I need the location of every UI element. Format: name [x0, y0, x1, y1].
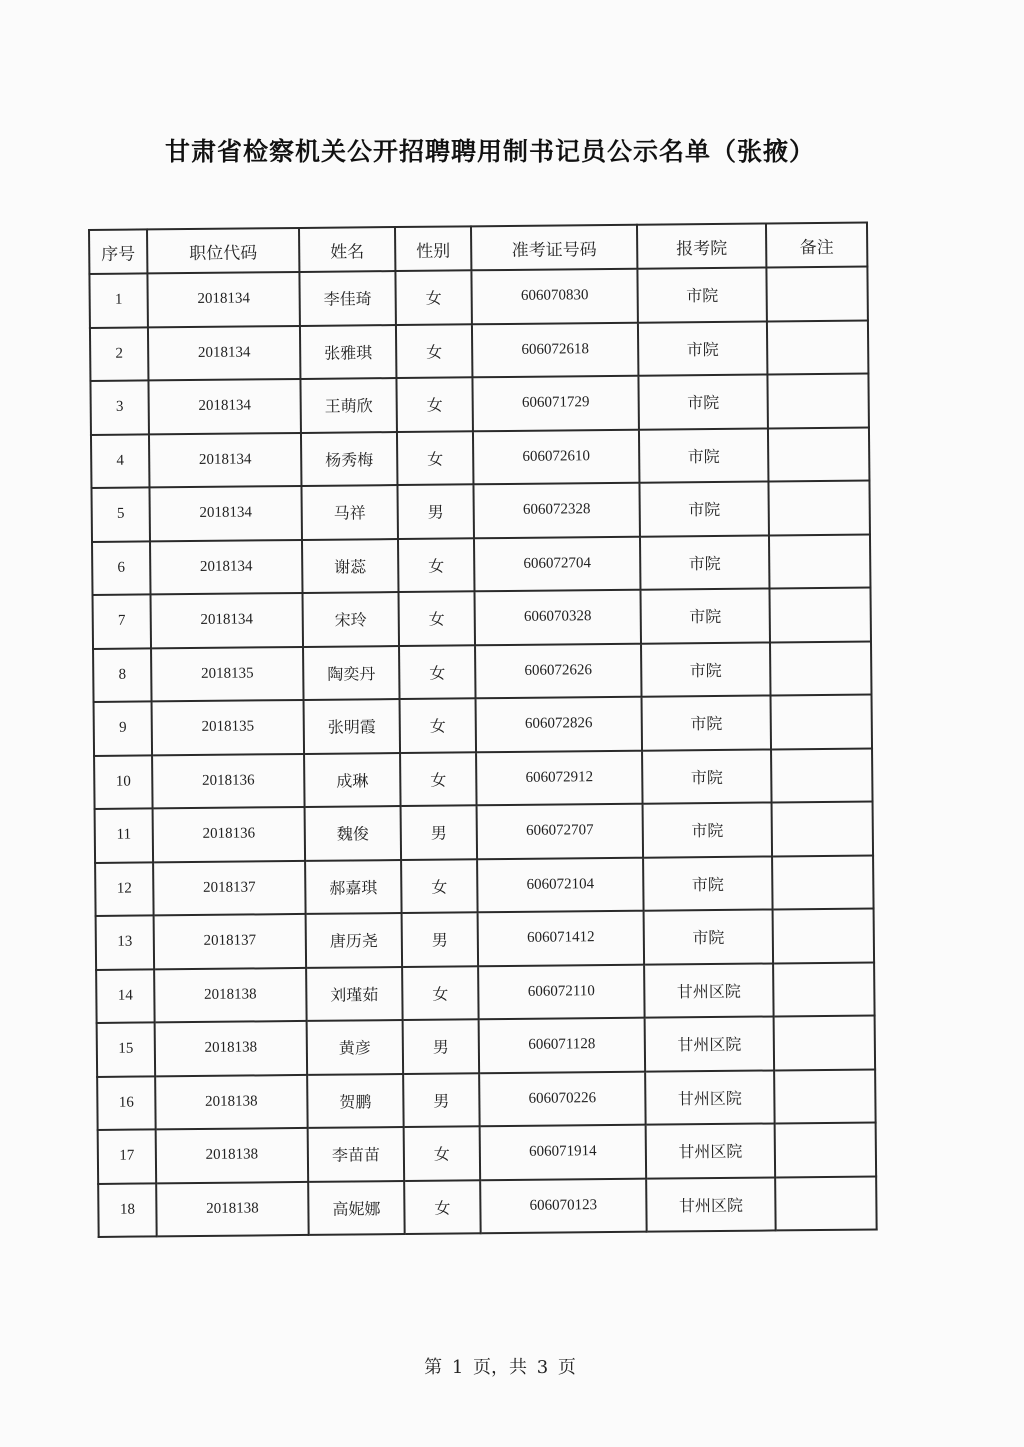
- header-serial: 序号: [89, 229, 147, 274]
- cell-court: 市院: [640, 588, 770, 643]
- header-exam-id: 准考证号码: [471, 225, 637, 271]
- cell-exam-id: 606071128: [479, 1018, 646, 1073]
- cell-gender: 女: [404, 1180, 481, 1234]
- cell-gender: 女: [402, 966, 479, 1020]
- cell-gender: 女: [397, 431, 474, 485]
- table-body: [89, 267, 876, 1237]
- table-row: [93, 588, 871, 649]
- cell-position-code: 2018138: [155, 1021, 308, 1076]
- cell-name: 魏俊: [305, 806, 402, 860]
- cell-position-code: 2018136: [152, 753, 305, 808]
- cell-court: 甘州区院: [645, 1016, 775, 1071]
- cell-name: 李佳琦: [299, 271, 396, 325]
- cell-gender: 女: [396, 324, 473, 378]
- cell-court: 市院: [640, 535, 770, 590]
- cell-note: [775, 1176, 877, 1230]
- cell-serial: 6: [92, 541, 151, 595]
- cell-exam-id: 606072626: [475, 643, 642, 698]
- cell-note: [770, 641, 872, 695]
- cell-note: [768, 481, 870, 535]
- cell-name: 陶奕丹: [303, 646, 400, 700]
- cell-exam-id: 606071914: [480, 1125, 647, 1180]
- cell-exam-id: 606070328: [474, 590, 641, 645]
- page-footer: [0, 1353, 1000, 1379]
- table-row: [94, 748, 872, 809]
- footer-mid: 页，共: [473, 1357, 527, 1378]
- cell-note: [774, 1069, 876, 1123]
- cell-name: 李苗苗: [308, 1127, 405, 1181]
- table-row: [95, 801, 873, 862]
- cell-serial: 8: [93, 648, 152, 702]
- cell-position-code: 2018138: [155, 1074, 308, 1129]
- cell-gender: 女: [400, 752, 477, 806]
- table-row: [94, 695, 872, 756]
- cell-serial: 15: [97, 1022, 156, 1076]
- cell-court: 甘州区院: [646, 1123, 776, 1178]
- cell-exam-id: 606072826: [476, 697, 643, 752]
- cell-serial: 1: [89, 273, 148, 327]
- cell-position-code: 2018137: [154, 914, 307, 969]
- cell-note: [772, 801, 874, 855]
- header-court: 报考院: [637, 223, 766, 268]
- cell-court: 市院: [641, 642, 771, 697]
- cell-exam-id: 606072328: [473, 483, 640, 538]
- cell-gender: 男: [397, 484, 474, 538]
- cell-position-code: 2018137: [153, 860, 306, 915]
- cell-note: [766, 267, 868, 321]
- table-row: [90, 320, 868, 381]
- cell-position-code: 2018134: [147, 272, 300, 327]
- cell-name: 刘瑾茹: [306, 967, 403, 1021]
- cell-name: 宋玲: [303, 592, 400, 646]
- cell-court: 市院: [637, 267, 767, 322]
- table-row: [97, 1069, 875, 1130]
- table-row: [96, 962, 874, 1023]
- cell-note: [773, 908, 875, 962]
- cell-serial: 5: [91, 487, 150, 541]
- cell-note: [768, 427, 870, 481]
- page-title: 甘肃省检察机关公开招聘聘用制书记员公示名单（张掖）: [164, 137, 815, 166]
- cell-gender: 女: [401, 859, 478, 913]
- cell-note: [769, 534, 871, 588]
- table-row: [92, 534, 870, 595]
- cell-serial: 10: [94, 755, 153, 809]
- cell-gender: 女: [399, 645, 476, 699]
- cell-position-code: 2018134: [148, 325, 301, 380]
- cell-exam-id: 606070123: [480, 1178, 647, 1233]
- cell-note: [769, 588, 871, 642]
- cell-gender: 女: [396, 377, 473, 431]
- cell-court: 市院: [639, 428, 769, 483]
- cell-note: [767, 320, 869, 374]
- cell-serial: 18: [98, 1183, 157, 1237]
- cell-name: 张雅琪: [300, 325, 397, 379]
- cell-exam-id: 606071729: [472, 376, 639, 431]
- table-row: [89, 267, 867, 328]
- cell-name: 贺鹏: [307, 1074, 404, 1128]
- cell-exam-id: 606072618: [472, 322, 639, 377]
- cell-exam-id: 606072707: [477, 804, 644, 859]
- cell-exam-id: 606071412: [478, 911, 645, 966]
- cell-position-code: 2018138: [156, 1128, 309, 1183]
- footer-total-pages: 3: [536, 1357, 549, 1378]
- cell-position-code: 2018134: [149, 432, 302, 487]
- cell-court: 市院: [644, 909, 774, 964]
- table-row: [93, 641, 871, 702]
- cell-position-code: 2018134: [149, 486, 302, 541]
- cell-name: 谢蕊: [302, 539, 399, 593]
- cell-serial: 11: [95, 808, 154, 862]
- cell-name: 王萌欣: [300, 378, 397, 432]
- cell-court: 市院: [643, 856, 773, 911]
- cell-court: 市院: [643, 802, 773, 857]
- cell-position-code: 2018138: [156, 1181, 309, 1236]
- cell-gender: 男: [401, 805, 478, 859]
- cell-court: 市院: [638, 321, 768, 376]
- cell-name: 郝嘉琪: [305, 860, 402, 914]
- cell-name: 张明霞: [304, 699, 401, 753]
- cell-note: [773, 962, 875, 1016]
- cell-note: [775, 1122, 877, 1176]
- cell-gender: 女: [398, 591, 475, 645]
- cell-position-code: 2018135: [151, 646, 304, 701]
- cell-note: [771, 748, 873, 802]
- cell-exam-id: 606070226: [479, 1071, 646, 1126]
- cell-serial: 3: [90, 380, 149, 434]
- roster-table: [88, 222, 878, 1238]
- cell-serial: 14: [96, 969, 155, 1023]
- cell-court: 市院: [642, 695, 772, 750]
- cell-position-code: 2018134: [148, 379, 301, 434]
- cell-position-code: 2018135: [152, 700, 305, 755]
- cell-gender: 男: [402, 912, 479, 966]
- footer-suffix: 页: [557, 1357, 576, 1378]
- cell-note: [771, 695, 873, 749]
- table-row: [97, 1015, 875, 1076]
- cell-court: 市院: [642, 749, 772, 804]
- cell-gender: 女: [400, 698, 477, 752]
- header-name: 姓名: [299, 227, 395, 272]
- cell-serial: 2: [90, 327, 149, 381]
- cell-note: [772, 855, 874, 909]
- cell-gender: 男: [403, 1019, 480, 1073]
- cell-position-code: 2018134: [151, 593, 304, 648]
- table-header-row: [89, 223, 867, 274]
- cell-serial: 16: [97, 1076, 156, 1130]
- table-row: [96, 908, 874, 969]
- cell-gender: 女: [395, 270, 472, 324]
- header-gender: 性别: [395, 226, 471, 271]
- table-row: [91, 481, 869, 542]
- cell-court: 市院: [638, 374, 768, 429]
- footer-current-page: 1: [451, 1357, 464, 1378]
- cell-serial: 13: [96, 915, 155, 969]
- cell-serial: 4: [91, 434, 150, 488]
- cell-exam-id: 606072704: [474, 536, 641, 591]
- cell-note: [774, 1015, 876, 1069]
- footer-prefix: 第: [424, 1357, 443, 1378]
- cell-position-code: 2018136: [153, 807, 306, 862]
- cell-position-code: 2018138: [154, 967, 307, 1022]
- cell-name: 黄彦: [307, 1020, 404, 1074]
- header-note: 备注: [766, 223, 867, 268]
- cell-gender: 女: [398, 538, 475, 592]
- table-row: [95, 855, 873, 916]
- cell-court: 甘州区院: [646, 1177, 776, 1232]
- table-row: [91, 427, 869, 488]
- header-position-code: 职位代码: [147, 228, 299, 273]
- cell-exam-id: 606072610: [473, 429, 640, 484]
- cell-serial: 9: [94, 701, 153, 755]
- cell-note: [767, 374, 869, 428]
- cell-exam-id: 606072110: [478, 964, 645, 1019]
- cell-court: 甘州区院: [644, 963, 774, 1018]
- cell-exam-id: 606072104: [477, 857, 644, 912]
- cell-name: 唐历尧: [306, 913, 403, 967]
- cell-gender: 男: [403, 1073, 480, 1127]
- cell-court: 市院: [639, 481, 769, 536]
- cell-serial: 17: [98, 1129, 157, 1183]
- cell-court: 甘州区院: [645, 1070, 775, 1125]
- roster-table-wrapper: [88, 222, 876, 1238]
- cell-name: 马祥: [301, 485, 398, 539]
- cell-name: 杨秀梅: [301, 432, 398, 486]
- table-row: [98, 1176, 876, 1237]
- cell-gender: 女: [404, 1126, 481, 1180]
- cell-position-code: 2018134: [150, 539, 303, 594]
- table-row: [98, 1122, 876, 1183]
- cell-serial: 12: [95, 862, 154, 916]
- cell-name: 高妮娜: [308, 1181, 405, 1235]
- table-row: [90, 374, 868, 435]
- cell-name: 成琳: [304, 753, 401, 807]
- cell-exam-id: 606072912: [476, 750, 643, 805]
- cell-serial: 7: [93, 594, 152, 648]
- cell-exam-id: 606070830: [471, 269, 638, 324]
